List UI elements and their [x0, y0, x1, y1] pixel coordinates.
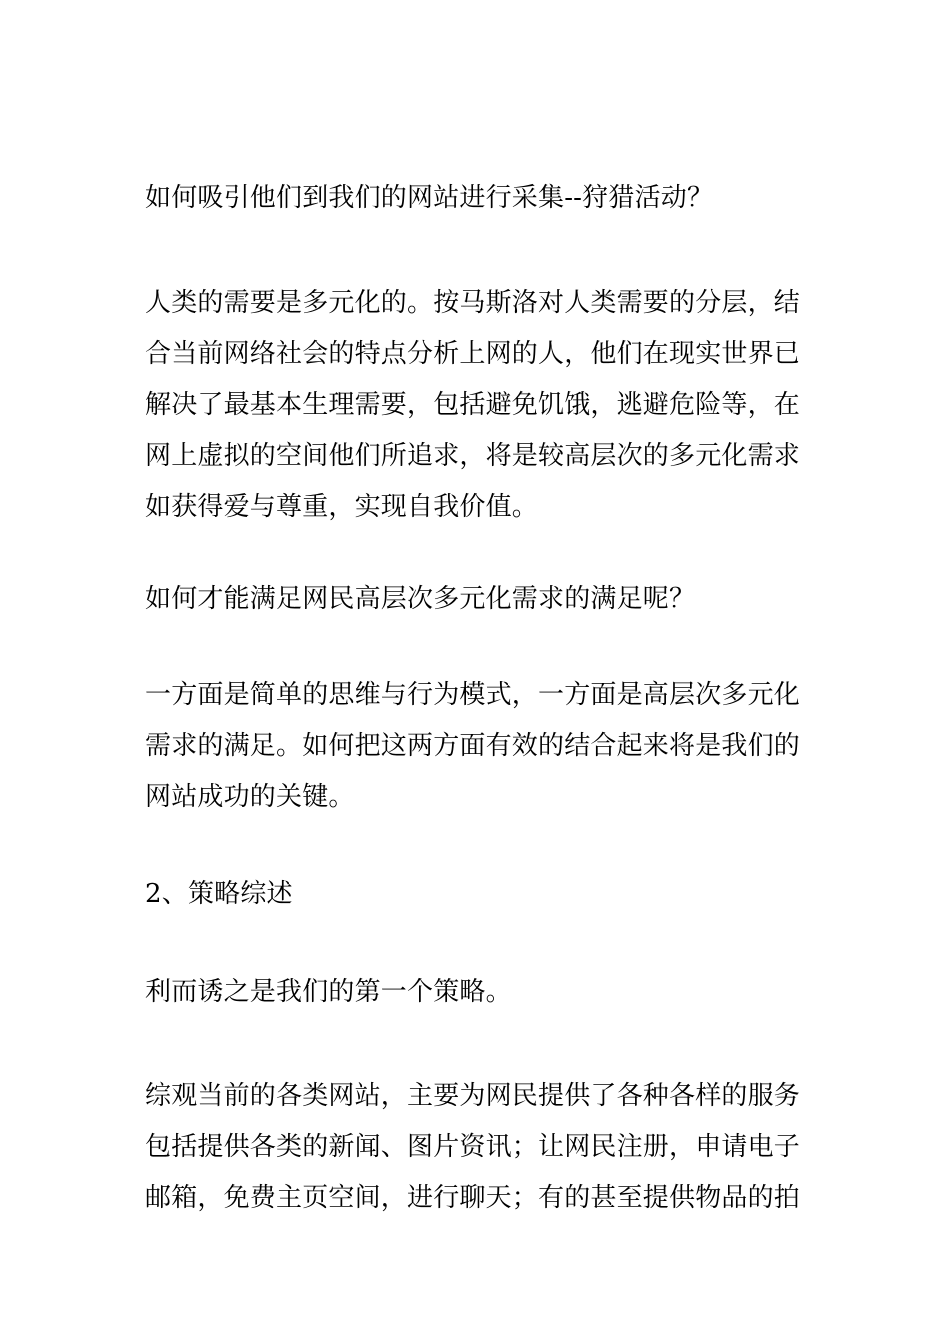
- paragraph-1-line: 如获得爱与尊重，实现自我价值。: [145, 492, 539, 522]
- paragraph-2-line: 需求的满足。如何把这两方面有效的结合起来将是我们的: [145, 731, 801, 761]
- question-2-text: 如何才能满足网民高层次多元化需求的满足呢？: [145, 584, 696, 614]
- paragraph-4-line: 包括提供各类的新闻、图片资讯；让网民注册，申请电子: [145, 1132, 801, 1162]
- question-2: [145, 574, 810, 625]
- paragraph-4-line: 邮箱，免费主页空间，进行聊天；有的甚至提供物品的拍: [145, 1183, 801, 1213]
- paragraph-1-line: 合当前网络社会的特点分析上网的人，他们在现实世界已: [145, 339, 801, 369]
- paragraph-4: [145, 1071, 810, 1224]
- paragraph-1-line: 网上虚拟的空间他们所追求，将是较高层次的多元化需求: [145, 441, 801, 471]
- paragraph-2: [145, 670, 810, 823]
- paragraph-1-line: 人类的需要是多元化的。按马斯洛对人类需要的分层，结: [145, 288, 801, 318]
- paragraph-3-text: 利而诱之是我们的第一个策略。: [145, 977, 512, 1007]
- section-heading-text: 2、策略综述: [145, 879, 293, 909]
- paragraph-4-line: 综观当前的各类网站，主要为网民提供了各种各样的服务: [145, 1081, 801, 1111]
- paragraph-2-line: 一方面是简单的思维与行为模式，一方面是高层次多元化: [145, 680, 801, 710]
- paragraph-1: [145, 278, 810, 533]
- paragraph-2-line: 网站成功的关键。: [145, 782, 355, 812]
- paragraph-3: [145, 967, 810, 1018]
- paragraph-1-line: 解决了最基本生理需要，包括避免饥饿，逃避危险等，在: [145, 390, 801, 420]
- section-heading: [145, 869, 810, 920]
- question-1-text: 如何吸引他们到我们的网站进行采集--狩猎活动？: [145, 183, 714, 213]
- question-1: [145, 173, 810, 224]
